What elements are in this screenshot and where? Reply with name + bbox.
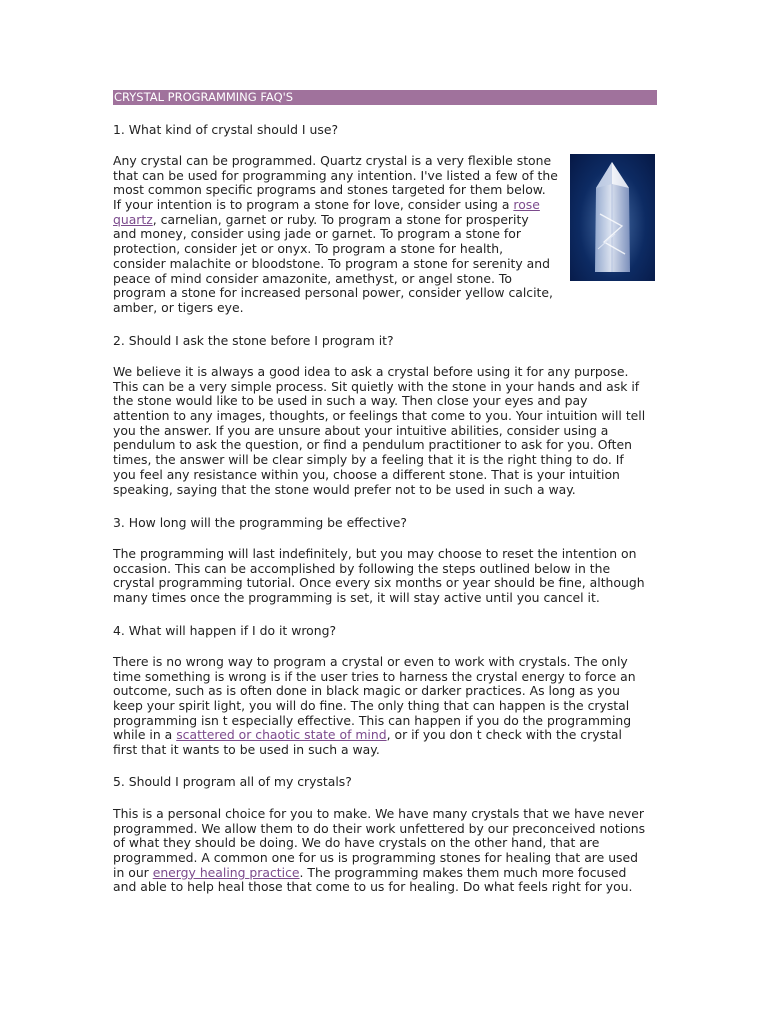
answer-line xyxy=(113,213,568,228)
answer-text: while in a xyxy=(113,727,177,743)
answer-text: and money, consider using jade or garnet. To program a stone for xyxy=(113,226,521,242)
answer-line xyxy=(113,714,658,729)
answer-line xyxy=(113,822,658,837)
answer-line xyxy=(113,591,658,606)
faq-question-3: 3. How long will the programming be effective? xyxy=(113,515,407,530)
crystal-image xyxy=(570,154,655,281)
answer-text: pendulum to ask the question, or find a pendulum practitioner to ask for you. Often xyxy=(113,437,633,453)
faq-answer-1 xyxy=(113,154,568,316)
inline-link[interactable]: quartz xyxy=(113,211,153,227)
answer-line xyxy=(113,424,658,439)
answer-line xyxy=(113,836,658,851)
answer-line xyxy=(113,880,658,895)
inline-link[interactable]: energy healing practice xyxy=(152,864,300,880)
answer-line xyxy=(113,380,658,395)
answer-line xyxy=(113,453,658,468)
answer-line xyxy=(113,684,658,699)
faq-answer-2 xyxy=(113,365,658,497)
answer-text: and able to help heal those that come to us for healing. Do what feels right for you. xyxy=(113,879,633,895)
answer-line xyxy=(113,227,568,242)
answer-line xyxy=(113,198,568,213)
answer-text: attention to any images, thoughts, or feelings that come to you. Your intuition will tell xyxy=(113,408,646,424)
answer-line xyxy=(113,655,658,670)
answer-text: amber, or tigers eye. xyxy=(113,299,244,315)
answer-line xyxy=(113,257,568,272)
faq-answer-4 xyxy=(113,655,658,758)
answer-line xyxy=(113,728,658,743)
answer-text: the stone would like to be used in such a way. Then close your eyes and pay xyxy=(113,393,588,409)
answer-text: , carnelian, garnet or ruby. To program a stone for prosperity xyxy=(152,211,529,227)
answer-text: protection, consider jet or onyx. To program a stone for health, xyxy=(113,241,504,257)
answer-text: speaking, saying that the stone would prefer not to be used in such a way. xyxy=(113,481,576,497)
answer-line xyxy=(113,169,568,184)
answer-text: most common specific programs and stones targeted for them below. xyxy=(113,182,546,198)
answer-line xyxy=(113,483,658,498)
answer-text: many times once the programming is set, it will stay active until you cancel it. xyxy=(113,590,600,606)
answer-text: This can be a very simple process. Sit quietly with the stone in your hands and ask if xyxy=(113,378,640,394)
answer-text: programming isn t especially effective. This can happen if you do the programming xyxy=(113,712,632,728)
answer-line xyxy=(113,183,568,198)
answer-text: occasion. This can be accomplished by following the steps outlined below in the xyxy=(113,560,611,576)
answer-text: This is a personal choice for you to make. We have many crystals that we have never xyxy=(113,806,644,821)
answer-line xyxy=(113,154,568,169)
faq-question-4: 4. What will happen if I do it wrong? xyxy=(113,623,337,638)
answer-line xyxy=(113,562,658,577)
faq-question-5: 5. Should I program all of my crystals? xyxy=(113,774,352,789)
quartz-crystal-icon xyxy=(570,154,655,281)
answer-line xyxy=(113,807,658,822)
answer-line xyxy=(113,468,658,483)
answer-text: times, the answer will be clear simply by a feeling that it is the right thing to do. If xyxy=(113,452,624,468)
faq-question-1: 1. What kind of crystal should I use? xyxy=(113,122,339,137)
answer-text: you the answer. If you are unsure about your intuitive abilities, consider using a xyxy=(113,422,609,438)
answer-text: of what they should be doing. We do have crystals on the other hand, that are xyxy=(113,835,600,851)
answer-line xyxy=(113,670,658,685)
answer-text: outcome, such as is often done in black magic or darker practices. As long as you xyxy=(113,683,620,699)
answer-text: first that it wants to be used in such a way. xyxy=(113,742,380,758)
answer-text: you feel any resistance within you, choose a different stone. That is your intuition xyxy=(113,466,620,482)
answer-text: programmed. A common one for us is programming stones for healing that are used xyxy=(113,850,638,866)
answer-line xyxy=(113,409,658,424)
answer-text: peace of mind consider amazonite, amethyst, or angel stone. To xyxy=(113,270,512,286)
answer-text: that can be used for programming any intention. I've listed a few of the xyxy=(113,167,558,183)
answer-line xyxy=(113,286,568,301)
inline-link[interactable]: rose xyxy=(513,197,540,213)
answer-line xyxy=(113,866,658,881)
answer-line xyxy=(113,851,658,866)
answer-text: We believe it is always a good idea to ask a crystal before using it for any purpose. xyxy=(113,364,629,379)
faq-answer-5 xyxy=(113,807,658,895)
answer-line xyxy=(113,576,658,591)
answer-line xyxy=(113,365,658,380)
faq-answer-3 xyxy=(113,547,658,606)
answer-text: program a stone for increased personal power, consider yellow calcite, xyxy=(113,285,553,301)
answer-text: time something is wrong is if the user tries to harness the crystal energy to force an xyxy=(113,668,636,684)
inline-link[interactable]: scattered or chaotic state of mind xyxy=(176,727,387,743)
faq-question-2: 2. Should I ask the stone before I program it? xyxy=(113,333,394,348)
answer-line xyxy=(113,301,568,316)
answer-text: Any crystal can be programmed. Quartz crystal is a very flexible stone xyxy=(113,153,552,168)
answer-text: programmed. We allow them to do their work unfettered by our preconceived notions xyxy=(113,820,646,836)
answer-line xyxy=(113,394,658,409)
answer-text: consider malachite or bloodstone. To program a stone for serenity and xyxy=(113,255,550,271)
answer-line xyxy=(113,699,658,714)
page-title: CRYSTAL PROGRAMMING FAQ'S xyxy=(113,90,657,105)
answer-line xyxy=(113,743,658,758)
answer-text: keep your spirit light, you will do fine. The only thing that can happen is the crystal xyxy=(113,698,630,714)
answer-text: There is no wrong way to program a crystal or even to work with crystals. The only xyxy=(113,654,628,669)
answer-text: crystal programming tutorial. Once every six months or year should be fine, although xyxy=(113,575,645,591)
answer-text: If your intention is to program a stone for love, consider using a xyxy=(113,197,514,213)
answer-text: . The programming makes them much more focused xyxy=(299,864,627,880)
answer-text: The programming will last indefinitely, but you may choose to reset the intention on xyxy=(113,546,637,561)
answer-line xyxy=(113,272,568,287)
answer-line xyxy=(113,547,658,562)
answer-text: in our xyxy=(113,864,153,880)
answer-text: , or if you don t check with the crystal xyxy=(386,727,622,743)
answer-line xyxy=(113,242,568,257)
answer-line xyxy=(113,438,658,453)
